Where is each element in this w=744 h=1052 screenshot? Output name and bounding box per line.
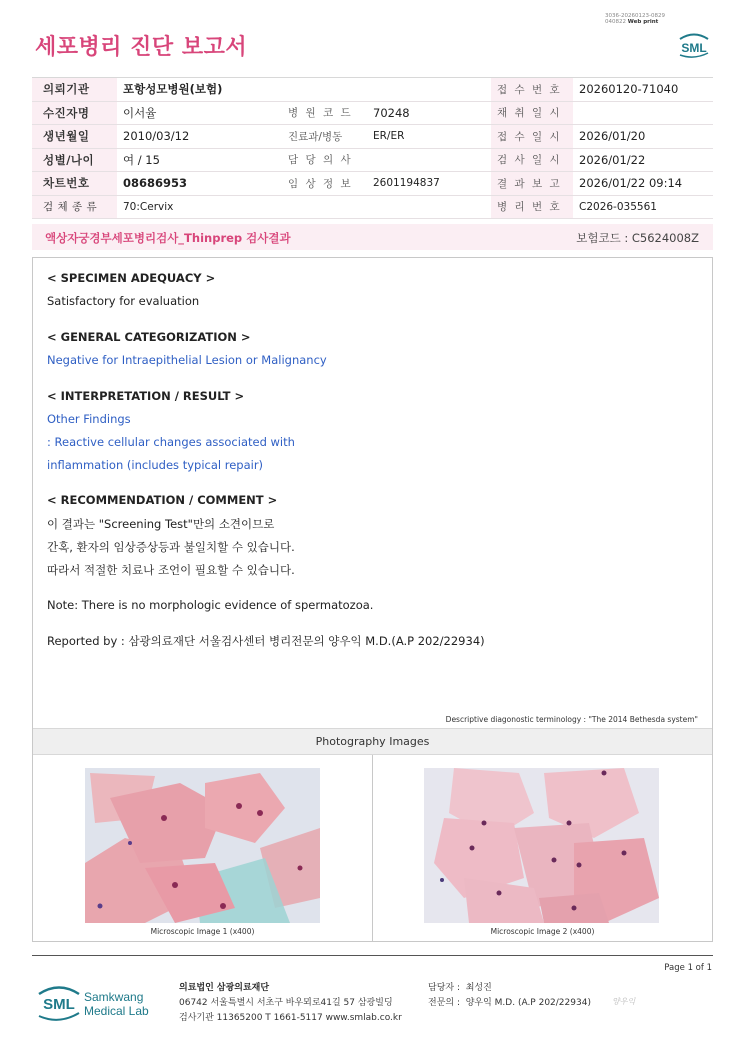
hospital-code-label: 병 원 코 드 <box>273 101 367 125</box>
image-2-caption: Microscopic Image 2 (x400) <box>490 927 595 936</box>
doctor-label: 담 당 의 사 <box>273 148 367 172</box>
patient-value: 이서율 <box>117 101 273 125</box>
exam-date-value: 2026/01/22 <box>573 148 713 172</box>
webprint-id: 3036-20260123-0829 <box>605 13 665 19</box>
sex-age-label: 성별/나이 <box>32 148 117 172</box>
footer-logo-name2: Medical Lab <box>84 1004 149 1018</box>
staff-name: 최성진 <box>465 983 492 993</box>
chart-label: 차트번호 <box>32 172 117 196</box>
clinical-value: 2601194837 <box>367 172 491 196</box>
corp-contact: 검사기관 11365200 T 1661-5117 www.smlab.co.kr <box>179 1013 402 1023</box>
signature: 양우익 <box>612 997 636 1006</box>
recommendation-line: 따라서 적절한 치료나 조언이 필요할 수 있습니다. <box>47 563 295 577</box>
insurance-code: 보험코드 : C5624008Z <box>576 231 699 245</box>
footer-logo-name1: Samkwang <box>84 990 144 1004</box>
logo-text: SML <box>681 41 707 55</box>
clinical-label: 임 상 정 보 <box>273 172 367 196</box>
footer-divider <box>32 955 713 956</box>
interpretation-line: Other Findings <box>47 412 131 426</box>
info-row <box>32 148 713 172</box>
pathology-no-label: 병 리 번 호 <box>491 195 573 219</box>
corp-info <box>179 981 402 1026</box>
terminology-note: Descriptive diagonostic terminology : "The 2014 Bethesda system" <box>445 715 698 724</box>
sex-age-value: 여 / 15 <box>117 148 273 172</box>
info-row <box>32 172 713 196</box>
info-row <box>32 195 713 219</box>
dob-label: 생년월일 <box>32 125 117 149</box>
result-box <box>32 257 713 942</box>
corp-address: 06742 서울특별시 서초구 바우뫼로41길 57 삼광빌딩 <box>179 998 393 1008</box>
page-number: Page 1 of 1 <box>664 963 712 973</box>
category-heading: < GENERAL CATEGORIZATION > <box>47 330 251 344</box>
report-date-label: 결 과 보 고 <box>491 172 573 196</box>
webprint-stamp <box>605 13 695 25</box>
receipt-no-value: 20260120-71040 <box>573 78 713 102</box>
interpretation-line: : Reactive cellular changes associated with <box>47 435 295 449</box>
microscopic-image-1 <box>85 768 320 923</box>
receipt-no-label: 접 수 번 호 <box>491 78 573 102</box>
exam-date-label: 검 사 일 시 <box>491 148 573 172</box>
info-row <box>32 101 713 125</box>
receipt-date-value: 2026/01/20 <box>573 125 713 149</box>
receipt-date-label: 접 수 일 시 <box>491 125 573 149</box>
note-text: Note: There is no morphologic evidence of spermatozoa. <box>47 598 374 612</box>
specimen-label: 검 체 종 류 <box>32 195 117 219</box>
dept-value: ER/ER <box>367 125 491 149</box>
info-row <box>32 78 713 102</box>
microscopic-image-2 <box>424 768 659 923</box>
photography-header: Photography Images <box>33 728 712 755</box>
reported-by: Reported by : 삼광의료재단 서울검사센터 병리전문의 양우익 M.D.(A.P 202/22934) <box>47 634 485 648</box>
recommendation-line: 이 결과는 "Screening Test"만의 소견이므로 <box>47 517 275 531</box>
doctor-value <box>367 148 491 172</box>
info-row <box>32 125 713 149</box>
photo-divider <box>372 755 373 941</box>
recommendation-line: 간혹, 환자의 임상증상등과 불일치할 수 있습니다. <box>47 540 295 554</box>
dob-value: 2010/03/12 <box>117 125 273 149</box>
hospital-code-value: 70248 <box>367 101 491 125</box>
requester-value: 포항성모병원(보험) <box>117 78 491 102</box>
collect-date-value <box>573 101 713 125</box>
sml-logo-icon <box>676 30 712 60</box>
corp-name: 의료법인 삼광의료재단 <box>179 983 270 993</box>
collect-date-label: 채 취 일 시 <box>491 101 573 125</box>
report-title: 세포병리 진단 보고서 <box>35 35 248 60</box>
chart-value: 08686953 <box>117 172 273 196</box>
specialist-name: 양우익 M.D. (A.P 202/22934) <box>465 998 591 1008</box>
adequacy-heading: < SPECIMEN ADEQUACY > <box>47 271 216 285</box>
category-text: Negative for Intraepithelial Lesion or Malignancy <box>47 353 327 367</box>
image-1-caption: Microscopic Image 1 (x400) <box>150 927 255 936</box>
staff-label: 담당자 : <box>428 983 460 993</box>
footer-logo-sml: SML <box>43 996 75 1013</box>
samkwang-logo <box>37 981 162 1030</box>
interpretation-line: inflammation (includes typical repair) <box>47 458 264 472</box>
webprint-label: Web print <box>627 19 659 25</box>
report-date-value: 2026/01/22 09:14 <box>573 172 713 196</box>
webprint-code: 040822 <box>605 19 626 25</box>
specimen-value: 70:Cervix <box>117 195 491 219</box>
interpretation-heading: < INTERPRETATION / RESULT > <box>47 389 245 403</box>
specialist-label: 전문의 : <box>428 998 460 1008</box>
pathology-no-value: C2026-035561 <box>573 195 713 219</box>
patient-info-table <box>32 77 713 219</box>
recommendation-heading: < RECOMMENDATION / COMMENT > <box>47 493 278 507</box>
adequacy-text: Satisfactory for evaluation <box>47 294 200 308</box>
requester-label: 의뢰기관 <box>32 78 117 102</box>
dept-label: 진료과/병동 <box>273 125 367 149</box>
patient-label: 수진자명 <box>32 101 117 125</box>
test-name: 액상자궁경부세포병리검사_Thinprep 검사결과 <box>45 231 291 245</box>
staff-info <box>428 981 591 1011</box>
